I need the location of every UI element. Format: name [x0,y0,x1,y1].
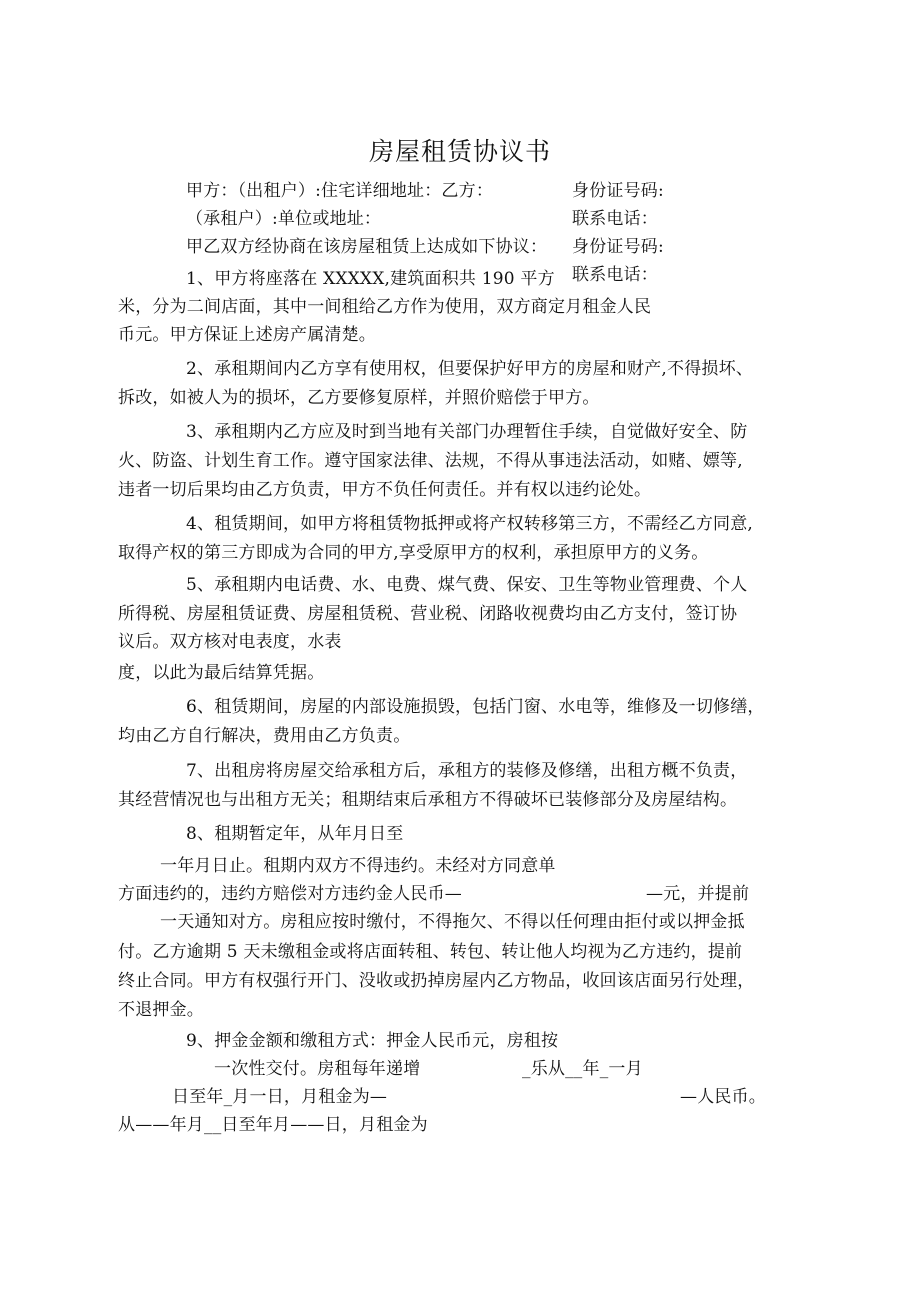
clause-6-line-1: 6、租赁期间，房屋的内部设施损毁，包括门窗、水电等，维修及一切修缮， [186,697,765,717]
clause-3-line-1: 3、承租期内乙方应及时到当地有关部门办理暂住手续，自觉做好安全、防 [186,422,748,442]
clause-8-line-7: 不退押金。 [118,1000,204,1020]
id-number-label-1: 身份证号码: [572,181,664,201]
clause-9-line-3b: —人民币。 [680,1087,766,1107]
clause-8-line-3b: —元，并提前 [646,884,750,904]
clause-5-line-1: 5、承租期内电话费、水、电费、煤气费、保安、卫生等物业管理费、个人 [186,575,748,595]
clause-1-line-3: 币元。甲方保证上述房产属清楚。 [118,325,376,345]
clause-5-line-3: 议后。双方核对电表度，水表 [118,632,342,652]
page-title: 房屋租赁协议书 [368,137,551,166]
clause-8-line-3a: 方面违约的，违约方赔偿对方违约金人民币— [118,884,462,904]
clause-1-line-2: 米，分为二间店面，其中一间租给乙方作为使用，双方商定月租金人民 [118,297,652,317]
clause-9-line-2a: 一次性交付。房租每年递增 [214,1059,421,1079]
agreement-intro: 甲乙双方经协商在该房屋租赁上达成如下协议： [186,237,548,257]
clause-6-line-2: 均由乙方自行解决，费用由乙方负责。 [118,726,411,746]
clause-8-line-2: 一年月日止。租期内双方不得违约。未经对方同意单 [160,856,556,876]
clause-3-line-2: 火、防盗、计划生育工作。遵守国家法律、法规，不得从事违法活动，如赌、嫖等, [118,451,743,471]
clause-7-line-2: 其经营情况也与出租方无关；租期结束后承租方不得破坏已装修部分及房屋结构。 [118,790,738,810]
clause-2-line-2: 拆改，如被人为的损坏，乙方要修复原样，并照价赔偿于甲方。 [118,388,600,408]
clause-8-line-6: 终止合同。甲方有权强行开门、没收或扔掉房屋内乙方物品，收回该店面另行处理， [118,971,755,991]
id-number-label-2: 身份证号码: [572,237,664,257]
clause-4-line-2: 取得产权的第三方即成为合同的甲方,享受原甲方的权利，承担原甲方的义务。 [118,543,709,563]
phone-label-2: 联系电话： [572,265,658,285]
clause-4-line-1: 4、租赁期间，如甲方将租赁物抵押或将产权转移第三方，不需经乙方同意, [186,514,754,534]
clause-2-line-1: 2、承租期间内乙方享有使用权，但要保护好甲方的房屋和财产,不得损坏、 [186,359,754,379]
clause-9-line-1: 9、押金金额和缴租方式：押金人民币元，房租按 [186,1031,559,1051]
clause-1-line-1: 1、甲方将座落在 XXXXX,建筑面积共 190 平方 [186,269,555,289]
clause-9-line-3a: 日至年_月一日，月租金为— [172,1087,388,1107]
party-a-line: 甲方：（出租户）:住宅详细地址：乙方： [186,181,494,201]
clause-7-line-1: 7、出租房将房屋交给承租方后，承租方的装修及修缮，出租方概不负责， [186,761,748,781]
party-b-line: （承租户）:单位或地址： [186,209,382,229]
phone-label-1: 联系电话： [572,209,658,229]
clause-5-line-4: 度，以此为最后结算凭据。 [118,663,325,683]
clause-9-line-4: 从——年月__日至年月——日，月租金为 [118,1115,428,1135]
clause-8-line-5: 付。乙方逾期 5 天未缴租金或将店面转租、转包、转让他人均视为乙方违约，提前 [118,942,743,962]
clause-5-line-2: 所得税、房屋租赁证费、房屋租赁税、营业税、闭路收视费均由乙方支付，签订协 [118,604,738,624]
clause-8-line-1: 8、租期暂定年，从年月日至 [186,824,404,844]
clause-8-line-4: 一天通知对方。房租应按时缴付，不得拖欠、不得以任何理由拒付或以押金抵 [160,912,745,932]
clause-9-line-2b: _乐从__年_一月 [522,1059,643,1079]
clause-3-line-3: 违者一切后果均由乙方负责，甲方不负任何责任。并有权以违约论处。 [118,480,652,500]
